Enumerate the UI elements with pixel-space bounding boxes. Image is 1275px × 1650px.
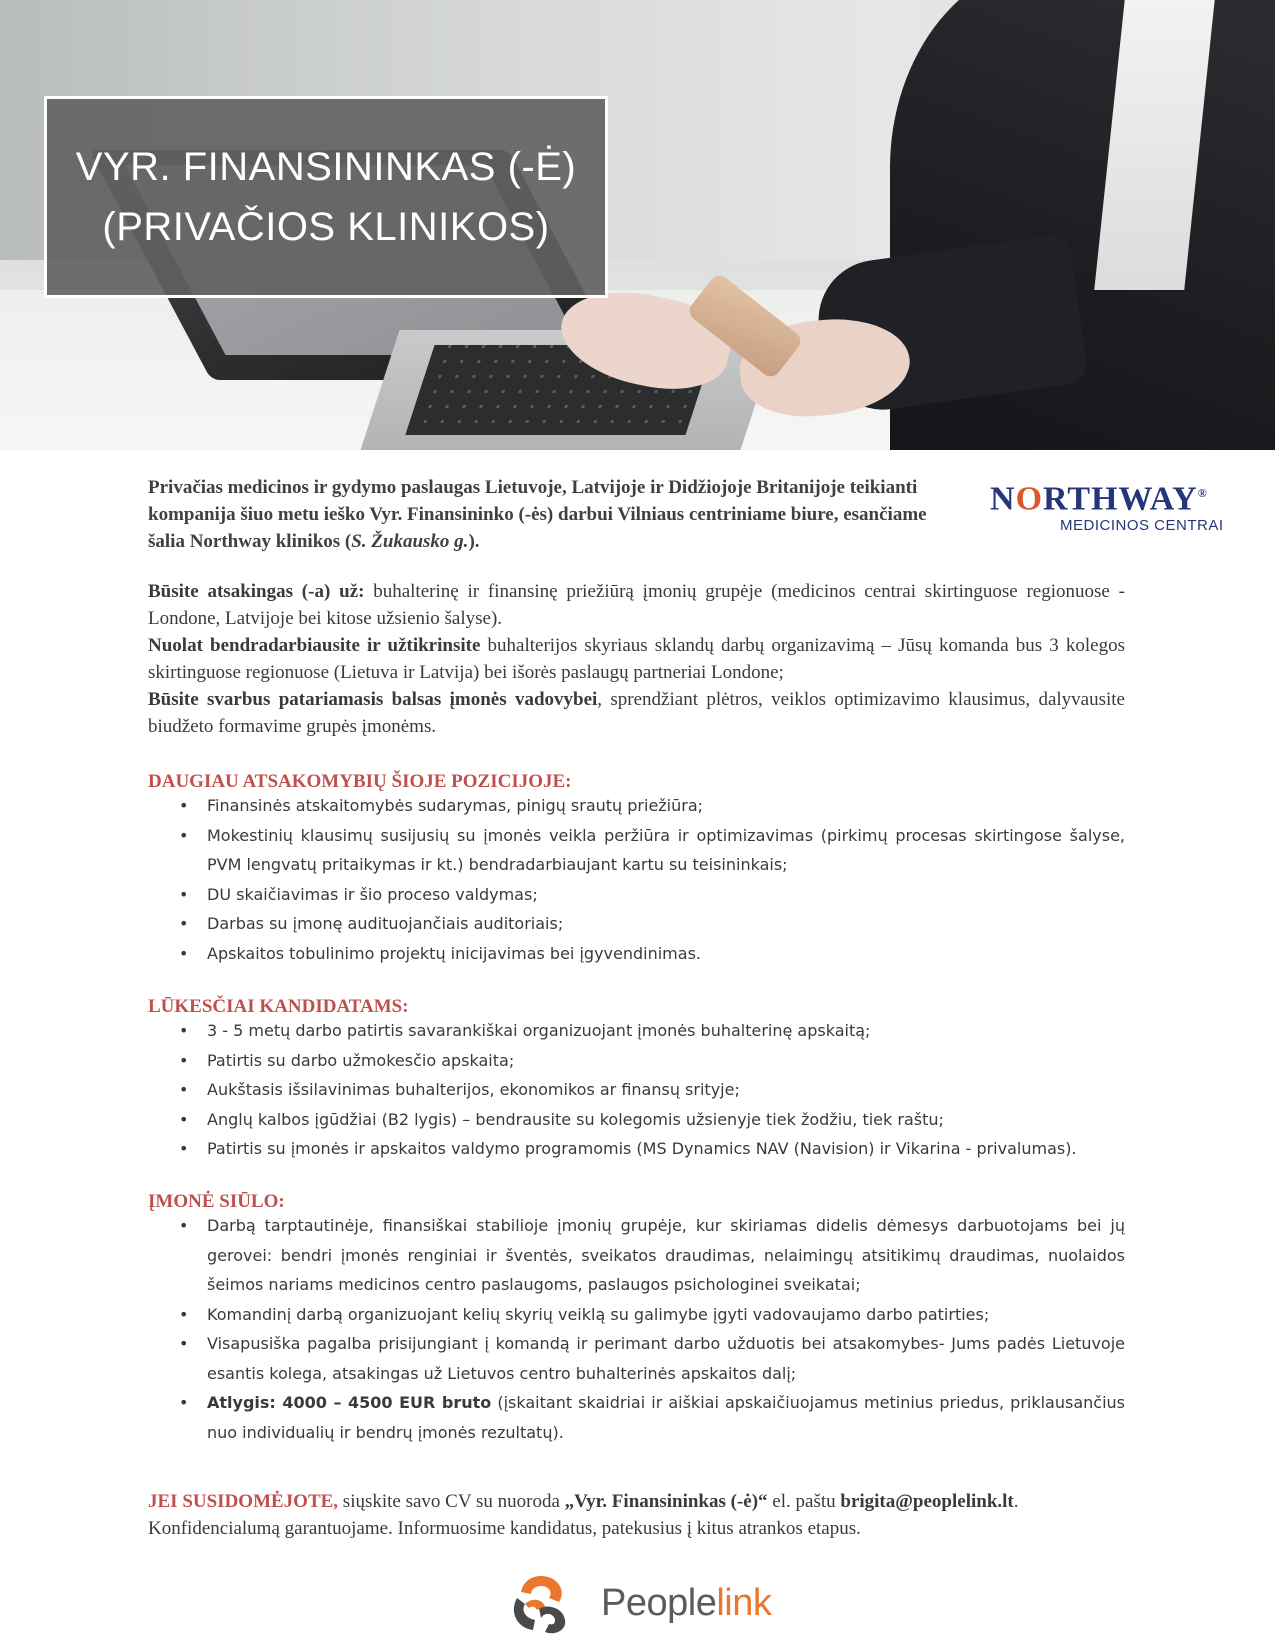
- expectations-list: [148, 1016, 1125, 1164]
- responsibility-2-lead: Nuolat bendradarbiausite ir užtikrinsite: [148, 635, 481, 656]
- hero-photo: [0, 0, 1275, 450]
- list-item: • Patirtis su darbo užmokesčio apskaita;: [148, 1046, 1125, 1076]
- responsibility-3-text: , sprendžiant plėtros, veiklos optimizavimo klausimus, dalyvausite biudžeto formavime grupės įmonėms.: [148, 689, 1125, 737]
- list-item: • Anglų kalbos įgūdžiai (B2 lygis) – bendrausite su kolegomis užsienyje tiek žodžiu, tiek raštu;: [148, 1105, 1125, 1135]
- application-instructions: [148, 1488, 1125, 1542]
- peoplelink-wordmark: [601, 1582, 771, 1625]
- list-item: • Finansinės atskaitomybės sudarymas, pinigų srautų priežiūra;: [148, 791, 1125, 821]
- intro-text: Privačias medicinos ir gydymo paslaugas Lietuvoje, Latvijoje ir Didžiojoje Britanijoje teikianti kompanija šiuo metu ieško Vyr. Finansininko (-ės) darbui Vilniaus centriniame biure, esančiame šalia Northway klinikos (: [148, 477, 927, 552]
- list-item: • Komandinį darbą organizuojant kelių skyrių veiklą su galimybe įgyti vadovaujamo darbo patirties;: [148, 1300, 1125, 1330]
- intro-address: S. Žukausko g.: [351, 531, 469, 552]
- northway-logo-registered: ®: [1197, 486, 1208, 500]
- responsibility-3-lead: Būsite svarbus patariamasis balsas įmonės vadovybei: [148, 689, 598, 710]
- responsibility-1-lead: Būsite atsakingas (-a) už:: [148, 581, 365, 602]
- list-item: • Apskaitos tobulinimo projektų inicijavimas bei įgyvendinimas.: [148, 939, 1125, 969]
- section-title-offer: ĮMONĖ SIŪLO:: [148, 1191, 285, 1212]
- salary-details: (įskaitant skaidriai ir aiškiai apskaičiuojamus metinius priedus, priklausančius nuo individualių ir bendrų įmonės rezultatų).: [207, 1393, 1125, 1442]
- job-title-box: [44, 96, 608, 298]
- list-item: • Aukštasis išsilavinimas buhalterijos, ekonomikos ar finansų srityje;: [148, 1075, 1125, 1105]
- offer-list: [148, 1211, 1125, 1447]
- application-text-3: . Konfidencialumą garantuojame. Informuosime kandidatus, patekusius į kitus atrankos etapus.: [148, 1491, 1019, 1539]
- application-text-1: siųskite savo CV su nuoroda: [338, 1491, 565, 1512]
- job-title-line-1: VYR. FINANSININKAS (-Ė): [75, 145, 577, 189]
- responsibility-2-text: buhalterijos skyriaus sklandų darbų organizavimą – Jūsų komanda bus 3 kolegos skirtinguose regionuose (Lietuva ir Latvija) bei išorės paslaugų partneriai Londone;: [148, 635, 1126, 683]
- list-item: • Patirtis su įmonės ir apskaitos valdymo programomis (MS Dynamics NAV (Navision) ir Vikarina - privalumas).: [148, 1134, 1125, 1164]
- application-email-link[interactable]: brigita@peoplelink.lt: [840, 1491, 1014, 1512]
- intro-end: ).: [468, 531, 480, 552]
- peoplelink-logo: [505, 1568, 775, 1640]
- responsibilities-list: [148, 791, 1125, 968]
- list-item: • DU skaičiavimas ir šio proceso valdymas;: [148, 880, 1125, 910]
- list-item: • Darbas su įmonę audituojančiais auditoriais;: [148, 909, 1125, 939]
- section-title-expectations: LŪKESČIAI KANDIDATAMS:: [148, 996, 409, 1017]
- northway-logo-rest: RTHWAY: [1043, 480, 1198, 518]
- responsibility-paragraph-1: [148, 578, 1125, 632]
- application-text-2: el. paštu: [767, 1491, 841, 1512]
- responsibility-paragraph-3: [148, 686, 1125, 740]
- peoplelink-wordmark-link: link: [716, 1582, 772, 1624]
- salary-amount: Atlygis: 4000 – 4500 EUR bruto: [207, 1393, 492, 1412]
- peoplelink-wordmark-people: People: [601, 1582, 717, 1624]
- list-item: • Visapusiška pagalba prisijungiant į komandą ir perimant darbo užduotis bei atsakomybes- Jums padės Lietuvoje esantis kolega, atsakingas už Lietuvos centro buhalterinės apskaitos dalį;: [148, 1329, 1125, 1388]
- northway-logo-n: N: [990, 480, 1016, 518]
- application-lead: JEI SUSIDOMĖJOTE,: [148, 1491, 339, 1512]
- northway-logo-o: O: [1015, 480, 1044, 518]
- list-item: • Darbą tarptautinėje, finansiškai stabilioje įmonių grupėje, kur skiriamas didelis dėmesys darbuotojams bei jų gerovei: bendri įmonės renginiai ir šventės, sveikatos draudimas, nelaimingų atsitikimų draudimas, nuolaidos šeimos nariams medicinos centro paslaugoms, paslaugos psichologinei sveikatai;: [148, 1211, 1125, 1300]
- northway-logo-name: [990, 475, 1260, 517]
- list-item: • 3 - 5 metų darbo patirtis savarankiškai organizuojant įmonės buhalterinę apskaitą;: [148, 1016, 1125, 1046]
- list-item: • Mokestinių klausimų susijusių su įmonės veikla peržiūra ir optimizavimas (pirkimų procesas skirtingose šalyse, PVM lengvatų pritaikymas ir kt.) bendradarbiaujant kartu su teisininkais;: [148, 821, 1125, 880]
- application-reference: „Vyr. Finansininkas (-ė)“: [564, 1491, 768, 1512]
- responsibility-1-text: buhalterinę ir finansinę priežiūrą įmonių grupėje (medicinos centrai skirtinguose regionuose - Londone, Latvijoje bei kitose užsienio šalyse).: [148, 581, 1125, 629]
- peoplelink-mark-icon: [505, 1568, 577, 1640]
- northway-logo-subtitle: MEDICINOS CENTRAI: [1060, 517, 1224, 535]
- section-title-responsibilities: DAUGIAU ATSAKOMYBIŲ ŠIOJE POZICIJOJE:: [148, 771, 572, 792]
- northway-logo: [990, 475, 1260, 535]
- job-title-line-2: (PRIVAČIOS KLINIKOS): [102, 205, 550, 249]
- list-item-salary: [148, 1388, 1125, 1447]
- intro-paragraph: [148, 474, 948, 555]
- responsibility-paragraph-2: [148, 632, 1125, 686]
- responsibilities-block: [148, 578, 1125, 740]
